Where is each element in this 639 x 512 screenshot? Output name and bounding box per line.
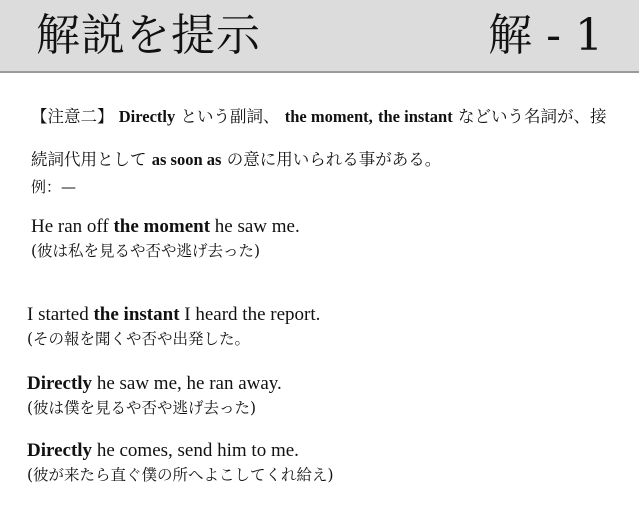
example-keyword: the instant (93, 304, 180, 325)
note-term-the-moment: the moment, (284, 107, 373, 126)
note-text-3: の意に用いられる事がある。 (226, 150, 442, 169)
header-bar (0, 0, 639, 73)
example-text-after: he saw me, he ran away. (92, 373, 282, 394)
example-japanese: (彼は私を見るや否や逃げ去った) (31, 242, 261, 260)
example-item (31, 214, 300, 263)
example-japanese: (その報を聞くや否や出発した。 (27, 330, 251, 348)
example-item (27, 371, 282, 420)
example-text-after: he saw me. (210, 216, 300, 237)
example-label: 例：— (31, 178, 77, 196)
example-english (27, 302, 320, 327)
example-english (27, 438, 334, 463)
page-number-label: 解 - 1 (488, 10, 603, 61)
note-text-1: という副詞、 (180, 107, 280, 126)
example-english (31, 214, 300, 239)
example-item (27, 302, 320, 351)
example-text-after: he comes, send him to me. (92, 440, 299, 461)
example-text-after: I heard the report. (179, 304, 321, 325)
note-term-as-soon-as: as soon as (151, 150, 222, 169)
page-title: 解説を提示 (36, 10, 261, 61)
example-japanese: (彼が来たら直ぐ僕の所へよこしてくれ給え) (27, 466, 334, 484)
note-term-the-instant: the instant (378, 107, 453, 126)
example-keyword: Directly (27, 373, 93, 394)
note-term-directly: Directly (118, 107, 176, 126)
example-text-before: He ran off (31, 216, 114, 237)
example-keyword: Directly (27, 440, 93, 461)
note-text-2: などいう名詞が、接続詞代用として (31, 107, 607, 169)
note-heading: 【注意二】 (31, 107, 114, 126)
example-english (27, 371, 282, 396)
example-keyword: the moment (113, 216, 211, 237)
note-paragraph (31, 95, 621, 181)
example-item (27, 438, 334, 487)
example-japanese: (彼は僕を見るや否や逃げ去った) (27, 399, 257, 417)
example-text-before: I started (27, 304, 94, 325)
